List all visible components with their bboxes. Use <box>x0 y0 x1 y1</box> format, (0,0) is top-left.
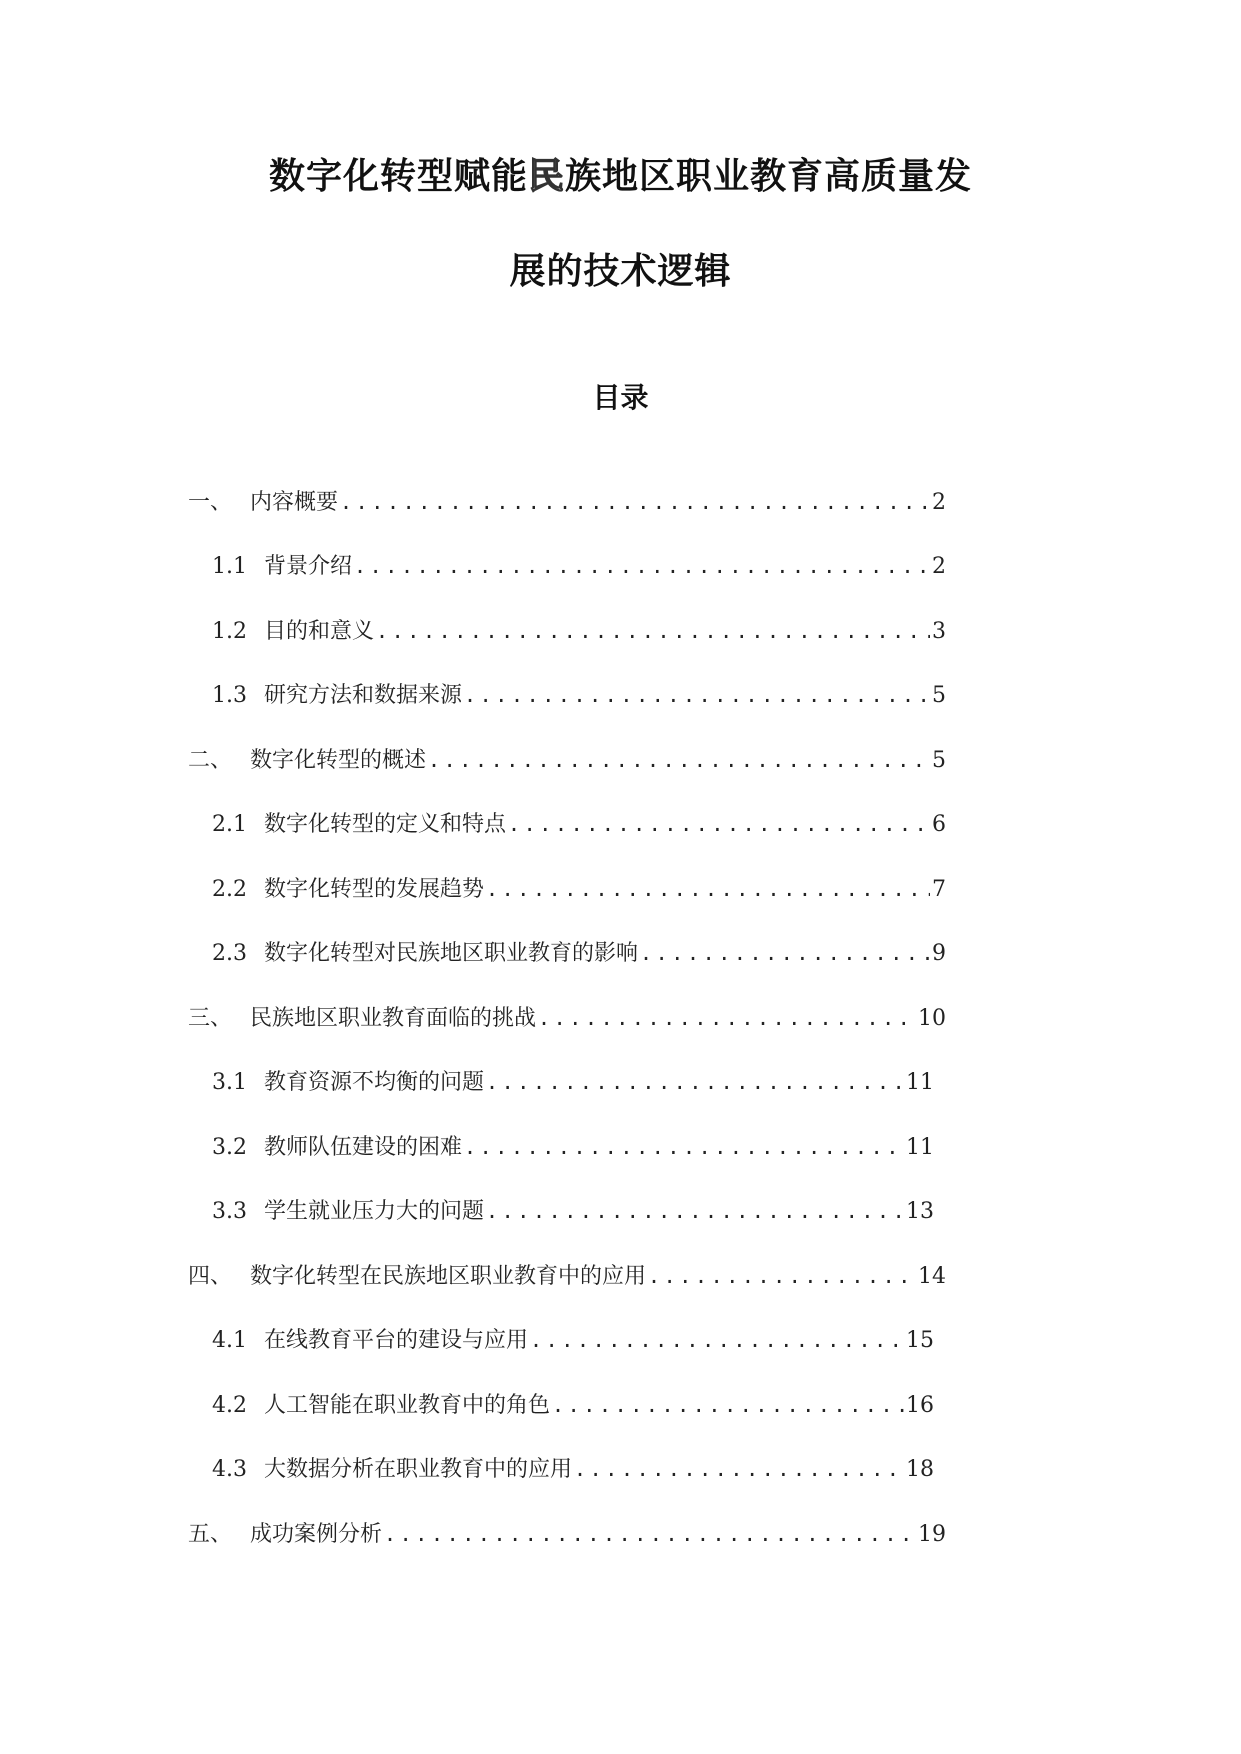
toc-entry[interactable] <box>188 1518 946 1550</box>
toc-entry[interactable] <box>212 1066 934 1098</box>
toc-entry-title: 在线教育平台的建设与应用 <box>264 1328 529 1353</box>
toc-entry-title: 成功案例分析 <box>250 1522 383 1547</box>
toc-entry[interactable] <box>212 1324 934 1356</box>
toc-entry-page: 16 <box>906 1393 934 1418</box>
toc-heading: 目录 <box>592 381 649 414</box>
toc-entry-number: 4.2 <box>212 1393 247 1418</box>
toc-dot-leader <box>538 1002 916 1034</box>
toc-entry-number: 1.1 <box>212 554 247 579</box>
toc-entry-title: 教师队伍建设的困难 <box>264 1135 463 1160</box>
toc-entry-page: 7 <box>932 877 946 902</box>
toc-entry-number: 三、 <box>188 1006 233 1031</box>
toc-entry-number: 4.3 <box>212 1457 247 1482</box>
toc-entry-number: 4.1 <box>212 1328 247 1353</box>
toc-entry[interactable] <box>212 1389 934 1421</box>
toc-entry-title: 数字化转型对民族地区职业教育的影响 <box>264 941 639 966</box>
toc-entry[interactable] <box>188 1002 946 1034</box>
toc-entry-number: 2.2 <box>212 877 247 902</box>
toc-entry-title: 学生就业压力大的问题 <box>264 1199 485 1224</box>
toc-entry-number: 四、 <box>188 1264 233 1289</box>
toc-entry-title: 目的和意义 <box>264 619 375 644</box>
toc-entry-number: 2.1 <box>212 812 247 837</box>
title-line-1-start: 数字化转型赋能 <box>268 156 528 197</box>
toc-entry-number: 3.3 <box>212 1199 247 1224</box>
toc-entry-number: 2.3 <box>212 941 247 966</box>
toc-entry[interactable] <box>188 1260 946 1292</box>
toc-entry-page: 2 <box>932 554 946 579</box>
toc-entry-page: 13 <box>906 1199 934 1224</box>
toc-entry[interactable] <box>212 1131 934 1163</box>
toc-entry-title: 数字化转型的发展趋势 <box>264 877 485 902</box>
toc-entry-page: 15 <box>906 1328 934 1353</box>
toc-entry-page: 14 <box>918 1264 946 1289</box>
toc-entry-page: 10 <box>918 1006 946 1031</box>
toc-entry-page: 3 <box>932 619 946 644</box>
toc-entry[interactable] <box>212 937 946 969</box>
toc-entry[interactable] <box>212 679 946 711</box>
title-line-1-end: 族地区职业教育高质量发 <box>565 156 973 197</box>
toc-entry-page: 5 <box>932 748 946 773</box>
toc-entry-title: 数字化转型在民族地区职业教育中的应用 <box>250 1264 647 1289</box>
toc-entry-page: 19 <box>918 1522 946 1547</box>
toc-dot-leader <box>530 1324 904 1356</box>
toc-dot-leader <box>552 1389 904 1421</box>
toc-entry-title: 民族地区职业教育面临的挑战 <box>250 1006 537 1031</box>
toc-entry[interactable] <box>212 1453 934 1485</box>
document-title-line-1 <box>0 155 1241 199</box>
toc-entry-title: 数字化转型的概述 <box>250 748 427 773</box>
toc-entry-title: 背景介绍 <box>264 554 353 579</box>
toc-entry-title: 教育资源不均衡的问题 <box>264 1070 485 1095</box>
toc-dot-leader <box>486 1195 904 1227</box>
toc-dot-leader <box>574 1453 904 1485</box>
toc-entry[interactable] <box>212 873 946 905</box>
toc-entry[interactable] <box>188 744 946 776</box>
toc-dot-leader <box>486 1066 904 1098</box>
toc-entry-page: 11 <box>906 1070 934 1095</box>
toc-entry-number: 一、 <box>188 490 233 515</box>
toc-entry-page: 5 <box>932 683 946 708</box>
toc-dot-leader <box>354 550 930 582</box>
toc-dot-leader <box>428 744 930 776</box>
toc-dot-leader <box>376 615 930 647</box>
toc-entry-page: 9 <box>932 941 946 966</box>
toc-dot-leader <box>648 1260 916 1292</box>
toc-entry-number: 1.3 <box>212 683 247 708</box>
toc-entry-number: 3.2 <box>212 1135 247 1160</box>
toc-dot-leader <box>508 808 930 840</box>
toc-entry-page: 6 <box>932 812 946 837</box>
toc-entry-title: 研究方法和数据来源 <box>264 683 463 708</box>
toc-entry-number: 五、 <box>188 1522 233 1547</box>
toc-entry[interactable] <box>212 615 946 647</box>
toc-entry-title: 人工智能在职业教育中的角色 <box>264 1393 551 1418</box>
toc-entry-page: 11 <box>906 1135 934 1160</box>
toc-entry[interactable] <box>212 1195 934 1227</box>
toc-entry-number: 3.1 <box>212 1070 247 1095</box>
toc-dot-leader <box>464 679 930 711</box>
toc-dot-leader <box>340 486 930 518</box>
toc-dot-leader <box>640 937 930 969</box>
toc-entry-title: 数字化转型的定义和特点 <box>264 812 507 837</box>
toc-entry-number: 二、 <box>188 748 233 773</box>
toc-entry-title: 内容概要 <box>250 490 339 515</box>
title-outlined-character: 民 <box>527 156 565 197</box>
toc-entry[interactable] <box>188 486 946 518</box>
toc-dot-leader <box>486 873 930 905</box>
toc-entry-title: 大数据分析在职业教育中的应用 <box>264 1457 573 1482</box>
toc-entry-page: 2 <box>932 490 946 515</box>
toc-entry[interactable] <box>212 550 946 582</box>
toc-dot-leader <box>464 1131 904 1163</box>
toc-entry[interactable] <box>212 808 946 840</box>
document-title-line-2: 展的技术逻辑 <box>509 251 732 292</box>
toc-entry-page: 18 <box>906 1457 934 1482</box>
toc-dot-leader <box>384 1518 916 1550</box>
toc-entry-number: 1.2 <box>212 619 247 644</box>
